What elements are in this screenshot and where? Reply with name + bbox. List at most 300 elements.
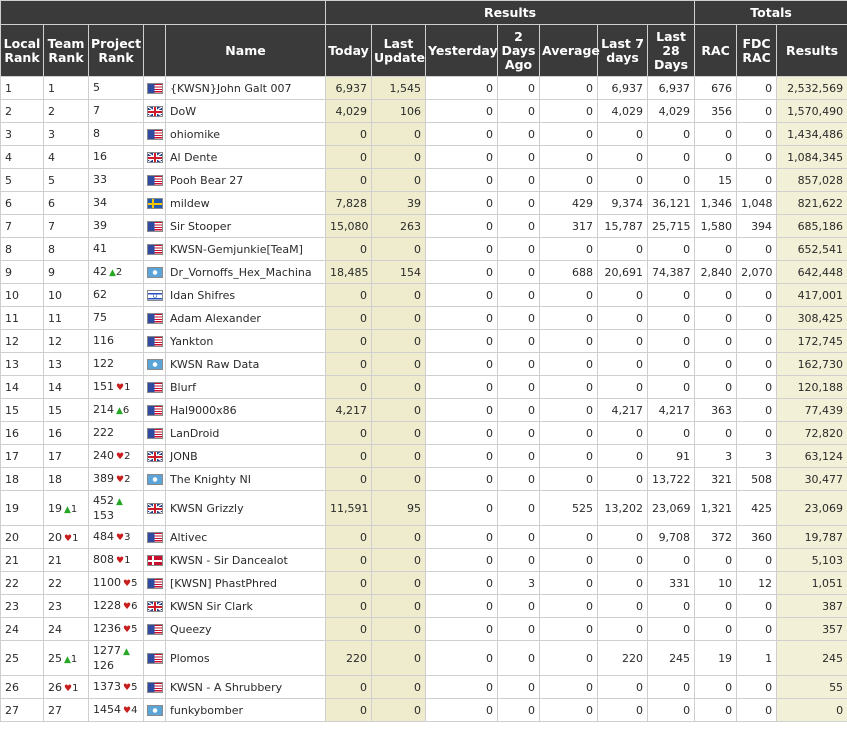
- rac-cell: 0: [695, 284, 737, 307]
- rac-cell: 15: [695, 169, 737, 192]
- average-cell: 0: [540, 618, 598, 641]
- fdc-rac-cell: 0: [737, 284, 777, 307]
- member-name-link[interactable]: [166, 353, 326, 376]
- two-days-ago-cell: 0: [498, 445, 540, 468]
- yesterday-cell: 0: [426, 445, 498, 468]
- flag-uk-icon: [147, 503, 163, 514]
- results-cell: 120,188: [777, 376, 847, 399]
- average-cell: 0: [540, 376, 598, 399]
- last28-cell: 0: [648, 376, 695, 399]
- last-update-cell: 0: [372, 526, 426, 549]
- member-name: Yankton: [170, 334, 214, 348]
- results-cell: 77,439: [777, 399, 847, 422]
- project-rank-down-arrow-icon: ♥: [123, 578, 132, 589]
- yesterday-cell: 0: [426, 676, 498, 699]
- average-cell: 525: [540, 491, 598, 526]
- project-rank: 7: [93, 104, 100, 117]
- local-rank: 21: [5, 553, 19, 567]
- last28-cell: 0: [648, 307, 695, 330]
- results-cell: 1,084,345: [777, 146, 847, 169]
- average-cell: 0: [540, 238, 598, 261]
- local-rank-cell: [1, 422, 44, 445]
- col-results[interactable]: [777, 25, 847, 77]
- project-rank: 1236: [93, 621, 121, 635]
- member-name-link[interactable]: [166, 192, 326, 215]
- team-rank-cell: [44, 169, 89, 192]
- last7-cell: 0: [598, 169, 648, 192]
- local-rank: 15: [5, 403, 19, 417]
- local-rank-cell: [1, 618, 44, 641]
- project-rank-down-arrow-icon: ♥: [116, 451, 125, 462]
- member-name-link[interactable]: [166, 284, 326, 307]
- team-rank-cell: [44, 100, 89, 123]
- table-row[interactable]: [1, 100, 847, 123]
- flag-us-icon: [147, 336, 163, 347]
- last28-cell: 4,217: [648, 399, 695, 422]
- fdc-rac-cell: 0: [737, 146, 777, 169]
- fdc-rac-cell: 0: [737, 399, 777, 422]
- project-rank: 39: [93, 219, 107, 232]
- member-name-link[interactable]: [166, 526, 326, 549]
- last7-cell: 9,374: [598, 192, 648, 215]
- local-rank: 24: [5, 622, 19, 636]
- last-update-cell: 0: [372, 146, 426, 169]
- member-name-link[interactable]: [166, 261, 326, 284]
- fdc-rac-cell: 0: [737, 376, 777, 399]
- team-rank-cell: [44, 445, 89, 468]
- table-row[interactable]: [1, 676, 847, 699]
- two-days-ago-cell: 0: [498, 468, 540, 491]
- results-cell: 0: [777, 699, 847, 722]
- col-last7[interactable]: [598, 25, 648, 77]
- table-row[interactable]: [1, 238, 847, 261]
- last28-cell: 0: [648, 284, 695, 307]
- fdc-rac-cell: 1,048: [737, 192, 777, 215]
- yesterday-cell: 0: [426, 399, 498, 422]
- project-rank: 1454: [93, 702, 121, 716]
- local-rank: 7: [5, 219, 12, 233]
- local-rank: 19: [5, 501, 19, 515]
- table-row[interactable]: [1, 399, 847, 422]
- two-days-ago-cell: 0: [498, 330, 540, 353]
- flag-us-icon: [147, 129, 163, 140]
- col-name[interactable]: [166, 25, 326, 77]
- member-name: Altivec: [170, 530, 208, 544]
- flag-us-icon: [147, 382, 163, 393]
- rac-cell: 0: [695, 330, 737, 353]
- member-name-link[interactable]: [166, 549, 326, 572]
- local-rank: 20: [5, 530, 19, 544]
- local-rank-cell: [1, 549, 44, 572]
- two-days-ago-cell: 0: [498, 77, 540, 100]
- average-cell: 0: [540, 676, 598, 699]
- today-cell: 0: [326, 284, 372, 307]
- member-name-link[interactable]: [166, 572, 326, 595]
- rac-cell: 0: [695, 238, 737, 261]
- col-last28[interactable]: [648, 25, 695, 77]
- rac-cell: 10: [695, 572, 737, 595]
- member-name-link[interactable]: [166, 699, 326, 722]
- rac-cell: 0: [695, 595, 737, 618]
- member-name: [KWSN] PhastPhred: [170, 576, 278, 590]
- local-rank-cell: [1, 445, 44, 468]
- last7-cell: 0: [598, 468, 648, 491]
- two-days-ago-cell: 0: [498, 192, 540, 215]
- project-rank-change: 5: [131, 681, 138, 693]
- member-name: funkybomber: [170, 703, 244, 717]
- member-name: ohiomike: [170, 127, 221, 141]
- project-rank: 151: [93, 379, 114, 393]
- last7-cell: 6,937: [598, 77, 648, 100]
- team-rank-cell: [44, 77, 89, 100]
- average-cell: 688: [540, 261, 598, 284]
- member-name-link[interactable]: [166, 491, 326, 526]
- fdc-rac-cell: 2,070: [737, 261, 777, 284]
- last7-cell: 0: [598, 238, 648, 261]
- country-flag-cell: [144, 549, 166, 572]
- table-row[interactable]: [1, 215, 847, 238]
- project-rank-cell: [89, 526, 144, 549]
- project-rank: 240: [93, 448, 114, 462]
- last7-cell: 220: [598, 641, 648, 676]
- team-rank-cell: [44, 399, 89, 422]
- local-rank: 11: [5, 311, 19, 325]
- today-cell: 0: [326, 330, 372, 353]
- last28-cell: 0: [648, 595, 695, 618]
- project-rank: 214: [93, 402, 114, 416]
- local-rank-cell: [1, 123, 44, 146]
- flag-us-icon: [147, 221, 163, 232]
- last28-cell: 0: [648, 699, 695, 722]
- col-two-days-ago[interactable]: [498, 25, 540, 77]
- country-flag-cell: [144, 238, 166, 261]
- team-rank-cell: [44, 572, 89, 595]
- table-row[interactable]: [1, 169, 847, 192]
- member-name-link[interactable]: [166, 468, 326, 491]
- team-rank: 17: [48, 449, 62, 463]
- table-row[interactable]: [1, 376, 847, 399]
- local-rank-cell: [1, 100, 44, 123]
- rac-cell: 0: [695, 618, 737, 641]
- member-name-link[interactable]: [166, 445, 326, 468]
- team-rank: 25: [48, 651, 62, 665]
- member-name-link[interactable]: [166, 399, 326, 422]
- yesterday-cell: 0: [426, 491, 498, 526]
- yesterday-cell: 0: [426, 595, 498, 618]
- flag-uk-icon: [147, 106, 163, 117]
- project-rank-cell: [89, 572, 144, 595]
- project-rank-change: 2: [124, 450, 131, 462]
- table-row[interactable]: [1, 192, 847, 215]
- local-rank-cell: [1, 399, 44, 422]
- project-rank-cell: [89, 595, 144, 618]
- results-cell: 1,570,490: [777, 100, 847, 123]
- col-two-days-ago-label: 2 Days Ago: [501, 28, 536, 72]
- rac-cell: 19: [695, 641, 737, 676]
- member-name: JONB: [170, 449, 198, 463]
- col-project-rank-label: Project Rank: [91, 35, 142, 65]
- fdc-rac-cell: 0: [737, 422, 777, 445]
- member-name-link[interactable]: [166, 376, 326, 399]
- two-days-ago-cell: 0: [498, 422, 540, 445]
- table-row[interactable]: [1, 422, 847, 445]
- member-name-link[interactable]: [166, 169, 326, 192]
- col-last-update-label: Last Update: [374, 35, 425, 65]
- last7-cell: 13,202: [598, 491, 648, 526]
- member-name: Plomos: [170, 651, 210, 665]
- yesterday-cell: 0: [426, 77, 498, 100]
- yesterday-cell: 0: [426, 526, 498, 549]
- last7-cell: 0: [598, 595, 648, 618]
- table-row[interactable]: [1, 641, 847, 676]
- project-rank-change: 1: [124, 381, 131, 393]
- col-local-rank[interactable]: [1, 25, 44, 77]
- flag-us-icon: [147, 532, 163, 543]
- table-row[interactable]: [1, 491, 847, 526]
- member-name: Dr_Vornoffs_Hex_Machina: [170, 265, 312, 279]
- today-cell: 0: [326, 146, 372, 169]
- member-name-link[interactable]: [166, 641, 326, 676]
- last-update-cell: 0: [372, 549, 426, 572]
- project-rank-cell: [89, 169, 144, 192]
- two-days-ago-cell: 0: [498, 123, 540, 146]
- col-today[interactable]: [326, 25, 372, 77]
- table-row[interactable]: [1, 549, 847, 572]
- country-flag-cell: [144, 284, 166, 307]
- last-update-cell: 0: [372, 399, 426, 422]
- project-rank: 1277: [93, 643, 121, 657]
- col-yesterday[interactable]: [426, 25, 498, 77]
- member-name-link[interactable]: [166, 330, 326, 353]
- table-row[interactable]: [1, 330, 847, 353]
- table-row[interactable]: [1, 618, 847, 641]
- rac-cell: 0: [695, 376, 737, 399]
- team-rank: 18: [48, 472, 62, 486]
- team-rank-cell: [44, 192, 89, 215]
- local-rank: 4: [5, 150, 12, 164]
- col-fdc-rac[interactable]: [737, 25, 777, 77]
- team-rank: 22: [48, 576, 62, 590]
- project-rank: 1373: [93, 679, 121, 693]
- member-name-link[interactable]: [166, 238, 326, 261]
- project-rank-change: 1: [124, 554, 131, 566]
- two-days-ago-cell: 0: [498, 146, 540, 169]
- local-rank: 22: [5, 576, 19, 590]
- col-last-update[interactable]: [372, 25, 426, 77]
- team-rank: 9: [48, 265, 55, 279]
- last7-cell: 0: [598, 376, 648, 399]
- member-name-link[interactable]: [166, 123, 326, 146]
- yesterday-cell: 0: [426, 330, 498, 353]
- col-average[interactable]: [540, 25, 598, 77]
- project-rank: 122: [93, 357, 114, 370]
- results-cell: 30,477: [777, 468, 847, 491]
- project-rank-cell: [89, 284, 144, 307]
- project-rank-cell: [89, 261, 144, 284]
- last7-cell: 0: [598, 422, 648, 445]
- member-name: Al Dente: [170, 150, 218, 164]
- col-last28-label: Last 28 Days: [654, 28, 689, 72]
- team-rank-cell: [44, 215, 89, 238]
- project-rank-cell: [89, 676, 144, 699]
- last28-cell: 25,715: [648, 215, 695, 238]
- table-row[interactable]: [1, 307, 847, 330]
- last28-cell: 331: [648, 572, 695, 595]
- average-cell: 0: [540, 100, 598, 123]
- table-row[interactable]: [1, 284, 847, 307]
- project-rank-up-arrow-icon: ▲: [109, 267, 116, 278]
- results-cell: 1,434,486: [777, 123, 847, 146]
- flag-se-icon: [147, 198, 163, 209]
- project-rank-change: 4: [131, 704, 138, 716]
- last7-cell: 0: [598, 146, 648, 169]
- local-rank: 16: [5, 426, 19, 440]
- team-rank-cell: [44, 526, 89, 549]
- team-rank: 3: [48, 127, 55, 141]
- col-last7-label: Last 7 days: [601, 35, 644, 65]
- last28-cell: 0: [648, 330, 695, 353]
- project-rank-cell: [89, 376, 144, 399]
- local-rank: 27: [5, 703, 19, 717]
- today-cell: 0: [326, 123, 372, 146]
- team-rank-cell: [44, 376, 89, 399]
- local-rank-cell: [1, 169, 44, 192]
- last-update-cell: 0: [372, 618, 426, 641]
- member-name-link[interactable]: [166, 618, 326, 641]
- member-name-link[interactable]: [166, 100, 326, 123]
- last28-cell: 13,722: [648, 468, 695, 491]
- flag-uk-icon: [147, 152, 163, 163]
- rac-cell: 3: [695, 445, 737, 468]
- two-days-ago-cell: 0: [498, 399, 540, 422]
- average-cell: 0: [540, 169, 598, 192]
- project-rank: 75: [93, 311, 107, 324]
- average-cell: 0: [540, 572, 598, 595]
- team-rank: 5: [48, 173, 55, 187]
- team-rank: 15: [48, 403, 62, 417]
- last7-cell: 20,691: [598, 261, 648, 284]
- flag-un-icon: [147, 267, 163, 278]
- table-row[interactable]: [1, 445, 847, 468]
- last-update-cell: 0: [372, 572, 426, 595]
- average-cell: 0: [540, 284, 598, 307]
- country-flag-cell: [144, 445, 166, 468]
- fdc-rac-cell: 0: [737, 123, 777, 146]
- table-row[interactable]: [1, 699, 847, 722]
- flag-us-icon: [147, 244, 163, 255]
- rac-cell: 0: [695, 549, 737, 572]
- project-rank-change: 126: [93, 658, 114, 672]
- member-name-link[interactable]: [166, 676, 326, 699]
- member-name-link[interactable]: [166, 422, 326, 445]
- fdc-rac-cell: 0: [737, 238, 777, 261]
- col-team-rank[interactable]: [44, 25, 89, 77]
- member-name-link[interactable]: [166, 77, 326, 100]
- project-rank-down-arrow-icon: ♥: [123, 705, 132, 716]
- project-rank-change: 5: [131, 623, 138, 635]
- member-name-link[interactable]: [166, 215, 326, 238]
- country-flag-cell: [144, 376, 166, 399]
- last7-cell: 0: [598, 330, 648, 353]
- team-rank-cell: [44, 641, 89, 676]
- team-rank-cell: [44, 468, 89, 491]
- project-rank-cell: [89, 238, 144, 261]
- table-row[interactable]: [1, 146, 847, 169]
- rac-cell: 2,840: [695, 261, 737, 284]
- two-days-ago-cell: 3: [498, 572, 540, 595]
- table-row[interactable]: [1, 353, 847, 376]
- col-team-rank-label: Team Rank: [47, 35, 85, 65]
- member-name-link[interactable]: [166, 146, 326, 169]
- team-rank-cell: [44, 307, 89, 330]
- local-rank: 25: [5, 651, 19, 665]
- last7-cell: 0: [598, 284, 648, 307]
- team-rank: 23: [48, 599, 62, 613]
- last-update-cell: 95: [372, 491, 426, 526]
- member-name-link[interactable]: [166, 595, 326, 618]
- last28-cell: 6,937: [648, 77, 695, 100]
- results-cell: 63,124: [777, 445, 847, 468]
- project-rank-change: 2: [115, 266, 123, 278]
- table-row[interactable]: [1, 468, 847, 491]
- local-rank: 17: [5, 449, 19, 463]
- team-rank: 27: [48, 703, 62, 717]
- member-name: Adam Alexander: [170, 311, 261, 325]
- fdc-rac-cell: 0: [737, 676, 777, 699]
- project-rank-change: 6: [122, 404, 130, 416]
- team-rank-change: 1: [72, 532, 79, 544]
- table-row[interactable]: [1, 123, 847, 146]
- col-rac[interactable]: [695, 25, 737, 77]
- local-rank-cell: [1, 215, 44, 238]
- col-rac-label: RAC: [701, 42, 730, 58]
- project-rank: 1228: [93, 598, 121, 612]
- table-row[interactable]: [1, 526, 847, 549]
- rac-cell: 321: [695, 468, 737, 491]
- last7-cell: 0: [598, 699, 648, 722]
- country-flag-cell: [144, 146, 166, 169]
- today-cell: 0: [326, 676, 372, 699]
- local-rank-cell: [1, 376, 44, 399]
- table-row[interactable]: [1, 261, 847, 284]
- average-cell: 0: [540, 526, 598, 549]
- table-row[interactable]: [1, 572, 847, 595]
- last-update-cell: 0: [372, 123, 426, 146]
- member-name: KWSN - Sir Dancealot: [170, 553, 288, 567]
- project-rank-cell: [89, 468, 144, 491]
- team-rank: 8: [48, 242, 55, 256]
- fdc-rac-cell: 0: [737, 353, 777, 376]
- col-project-rank[interactable]: [89, 25, 144, 77]
- country-flag-cell: [144, 491, 166, 526]
- results-cell: 2,532,569: [777, 77, 847, 100]
- two-days-ago-cell: 0: [498, 676, 540, 699]
- member-name-link[interactable]: [166, 307, 326, 330]
- local-rank: 12: [5, 334, 19, 348]
- average-cell: 429: [540, 192, 598, 215]
- member-name: The Knighty NI: [170, 472, 251, 486]
- project-rank-down-arrow-icon: ♥: [116, 382, 125, 393]
- last-update-cell: 0: [372, 676, 426, 699]
- table-row[interactable]: [1, 77, 847, 100]
- yesterday-cell: 0: [426, 699, 498, 722]
- table-row[interactable]: [1, 595, 847, 618]
- fdc-rac-cell: 360: [737, 526, 777, 549]
- local-rank: 3: [5, 127, 12, 141]
- results-cell: 821,622: [777, 192, 847, 215]
- results-cell: 1,051: [777, 572, 847, 595]
- project-rank: 41: [93, 242, 107, 255]
